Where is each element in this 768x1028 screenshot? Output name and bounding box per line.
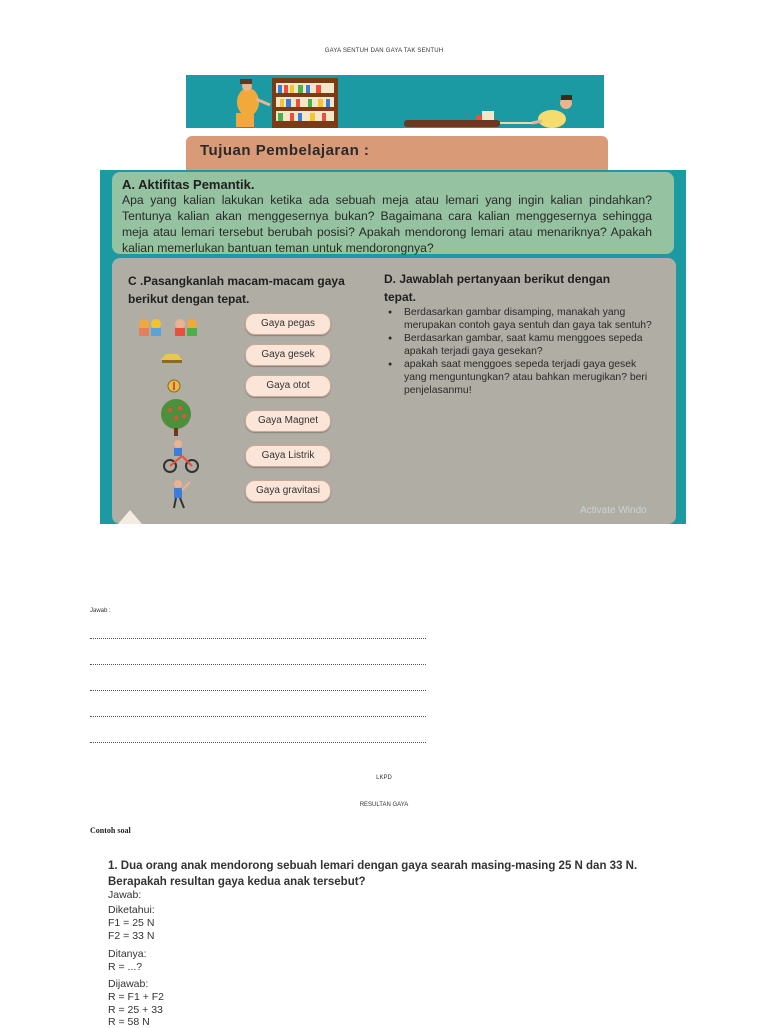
answer-line[interactable] (90, 664, 426, 665)
question-item: ● Berdasarkan gambar disamping, manakah yang merupakan contoh gaya sentuh dan gaya tak sentuh? (388, 306, 658, 332)
work-r-question: R = ...? (108, 961, 143, 973)
answer-label: Jawab : (90, 608, 111, 614)
answer-line[interactable] (90, 638, 426, 639)
section-a-text: Apa yang kalian lakukan ketika ada sebuah meja atau lemari yang ingin kalian pindahkan? Tentunya kalian akan menggesernya bukan? Bagaimana cara kalian menggesernya sehingga meja atau lemari tersebut berubah posisi? Apakah mendorong lemari atau menariknya? Apakah kalian memerlukan bantuan teman untuk mendorongnya? (122, 193, 652, 255)
compass-icon (168, 380, 180, 392)
work-f1: F1 = 25 N (108, 917, 155, 929)
iron-icon (160, 354, 182, 363)
section-a-title: A. Aktifitas Pemantik. (122, 177, 255, 192)
bookshelf-icon (272, 78, 338, 130)
work-dijawab: Dijawab: (108, 978, 149, 990)
section-c-title: C .Pasangkanlah macam-macam gaya berikut dengan tepat. (128, 274, 345, 306)
document-title: GAYA SENTUH DAN GAYA TAK SENTUH (324, 48, 444, 54)
answer-line[interactable] (90, 742, 426, 743)
lkpd-heading: LKPD (376, 775, 392, 781)
force-icons-column (130, 310, 210, 520)
example-heading: Contoh soal (90, 826, 131, 835)
question-item: ● Berdasarkan gambar, saat kamu menggoes sepeda apakah terjadi gaya gesekan? (388, 332, 658, 358)
match-option-gaya-otot: Gaya otot (245, 375, 331, 397)
child-throwing-icon (174, 480, 190, 508)
work-step-2: R = 25 + 33 (108, 1004, 163, 1016)
bicycle-icon (164, 440, 198, 472)
match-option-gaya-gravitasi: Gaya gravitasi (245, 480, 331, 502)
apple-tree-icon (161, 399, 191, 436)
section-d-title: D. Jawablah pertanyaan berikut dengan tepat. (384, 272, 611, 304)
match-option-gaya-gesek: Gaya gesek (245, 344, 331, 366)
work-step-3: R = 58 N (108, 1016, 150, 1028)
match-option-gaya-listrik: Gaya Listrik (245, 445, 331, 467)
work-jawab: Jawab: (108, 889, 142, 901)
objective-title: Tujuan Pembelajaran : (200, 142, 370, 159)
match-option-gaya-magnet: Gaya Magnet (245, 410, 331, 432)
work-step-1: R = F1 + F2 (108, 991, 165, 1003)
work-ditanya: Ditanya: (108, 948, 147, 960)
activate-windows-watermark: Activate Windo (580, 505, 647, 516)
illustration-banner (186, 75, 604, 133)
resultan-heading: RESULTAN GAYA (359, 802, 409, 808)
table-icon (404, 111, 500, 127)
match-option-gaya-pegas: Gaya pegas (245, 313, 331, 335)
work-diketahui: Diketahui: (108, 904, 155, 916)
decorative-triangle (118, 510, 142, 524)
push-pull-illustration (186, 75, 604, 133)
children-pushing-icon (139, 319, 197, 336)
person-pushing-icon (236, 79, 270, 127)
work-f2: F2 = 33 N (108, 930, 155, 942)
section-d-questions (388, 306, 658, 397)
question-item: ● apakah saat menggoes sepeda terjadi gaya gesek yang menguntungkan? atau bahkan merugikan? beri penjelasanmu! (388, 358, 658, 397)
answer-line[interactable] (90, 690, 426, 691)
example-question: 1. Dua orang anak mendorong sebuah lemari dengan gaya searah masing-masing 25 N dan 33 N. Berapakah resultan gaya kedua anak tersebut? (108, 860, 638, 888)
answer-line[interactable] (90, 716, 426, 717)
person-pulling-icon (532, 95, 572, 128)
